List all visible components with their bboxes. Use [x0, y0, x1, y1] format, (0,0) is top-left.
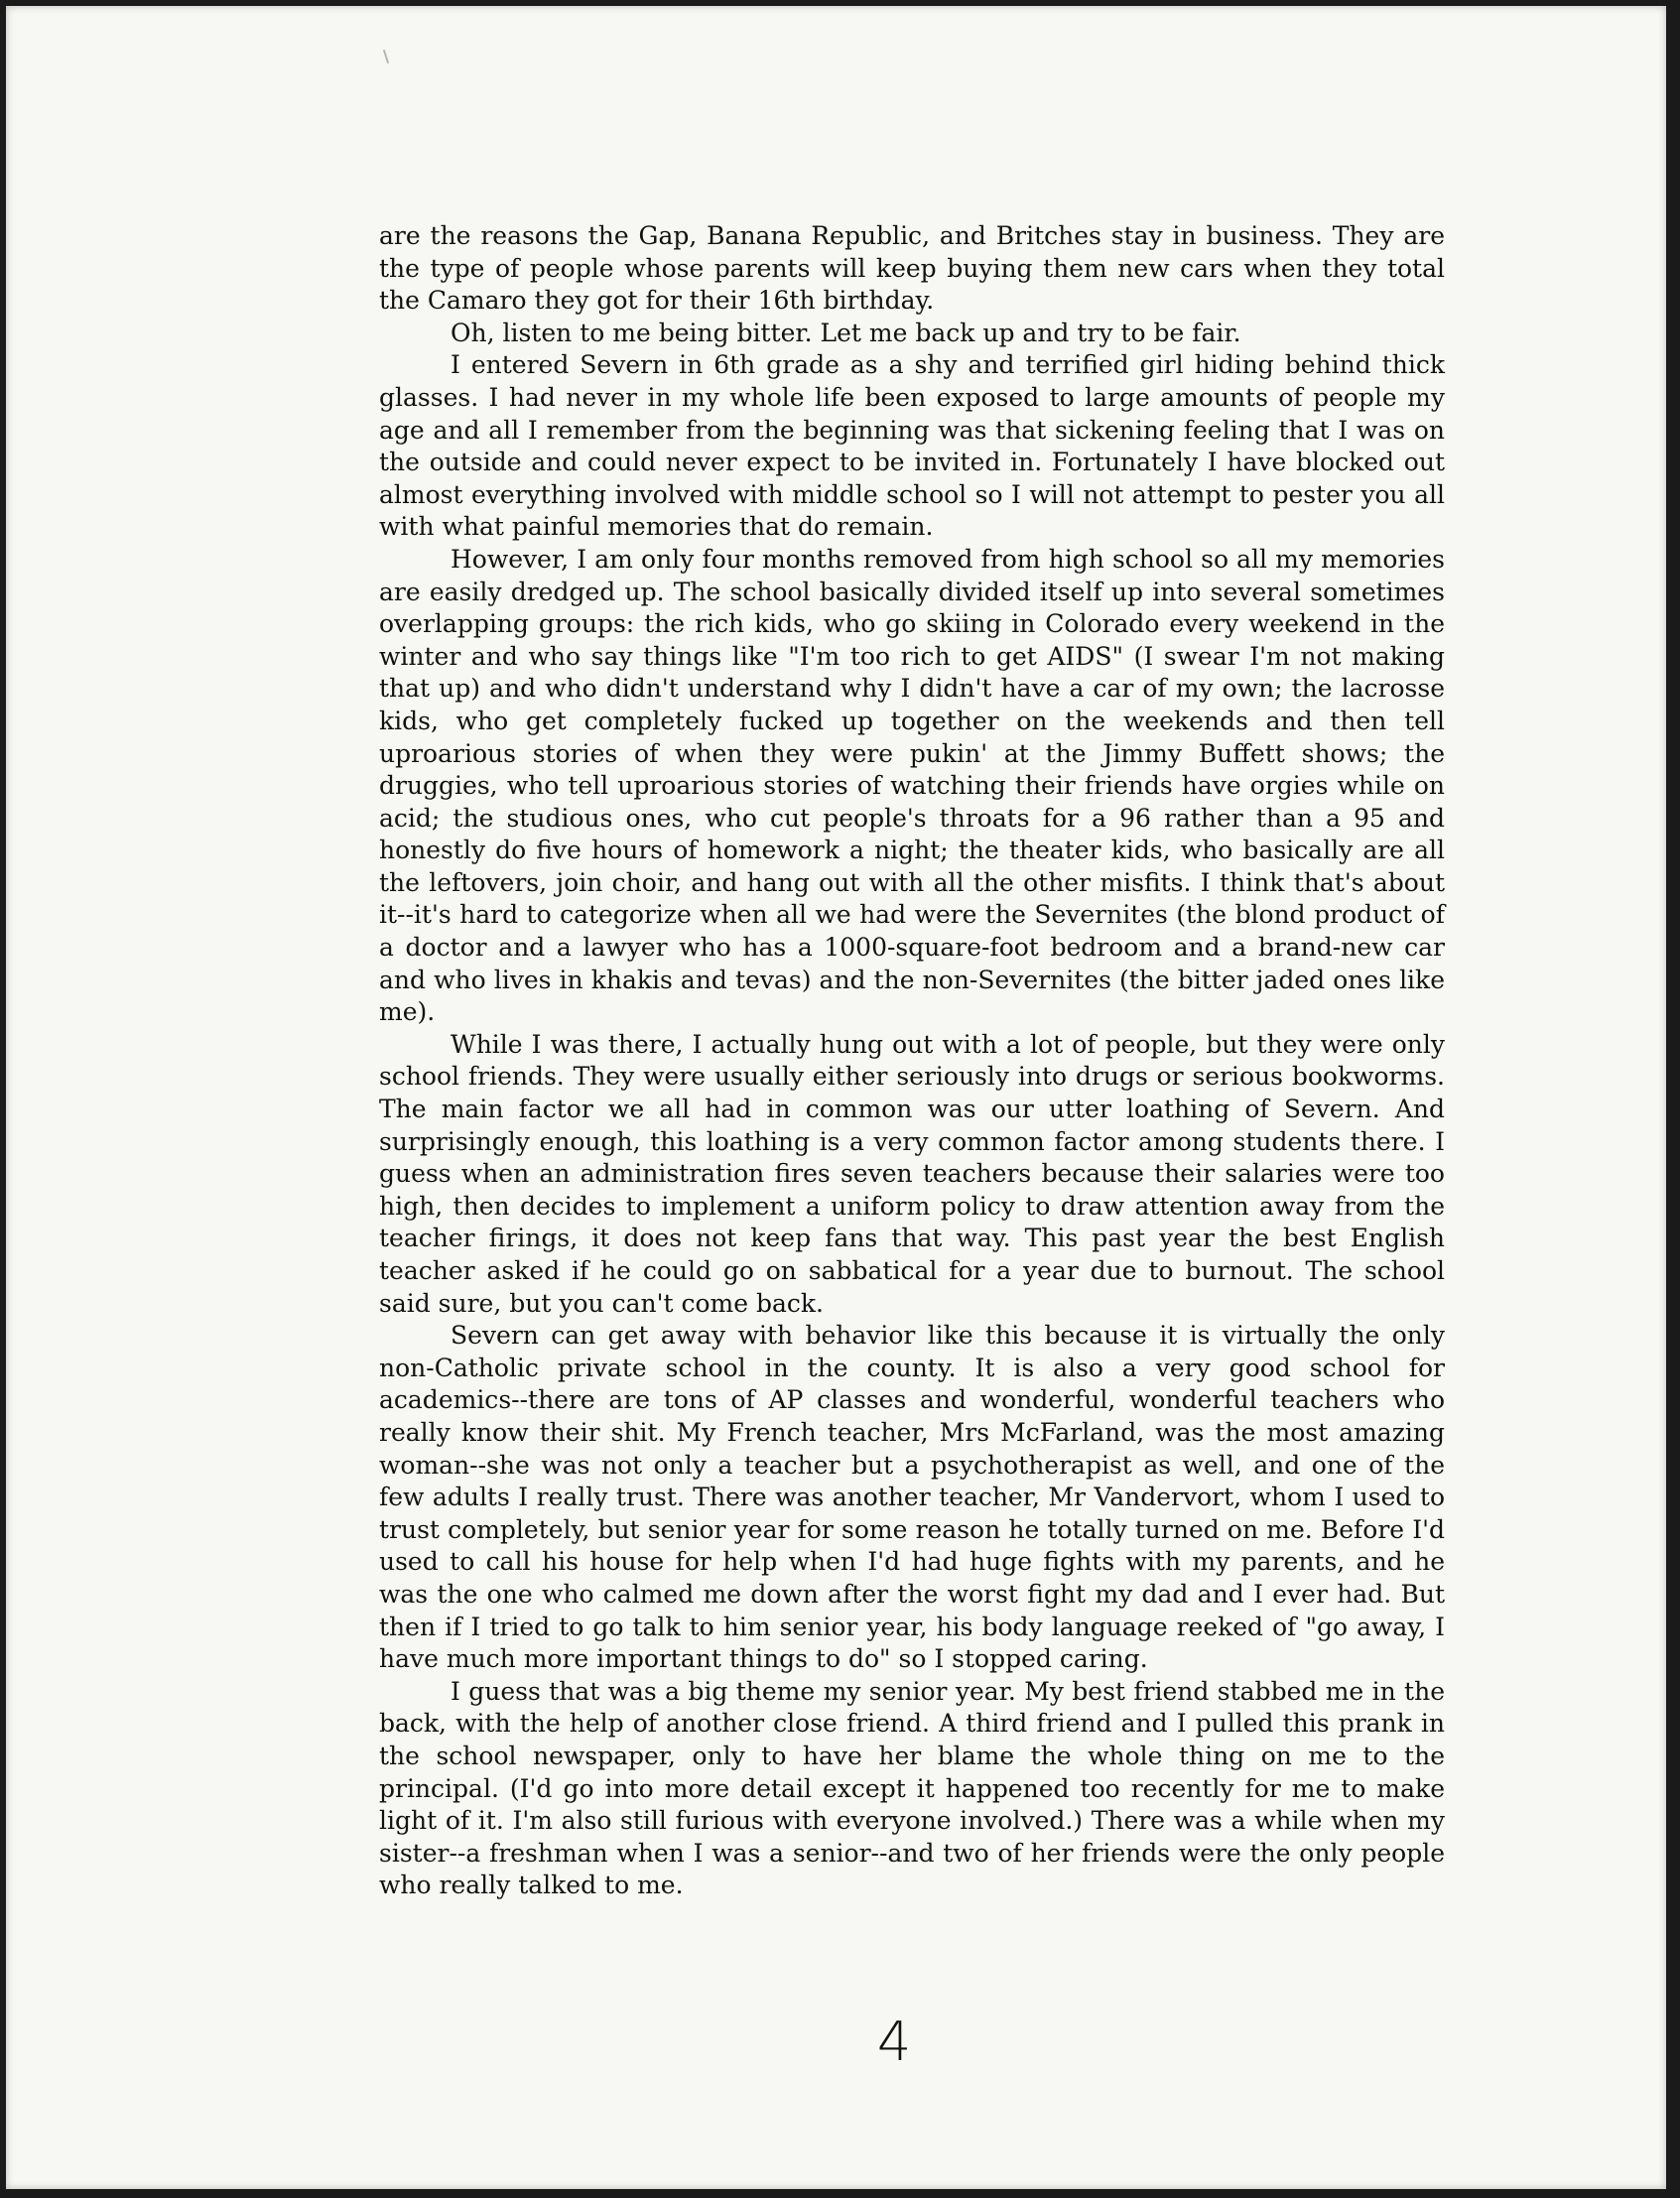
- paragraph-2: Oh, listen to me being bitter. Let me back up and try to be fair.: [451, 318, 1241, 347]
- page-number: 4: [876, 2010, 912, 2073]
- paragraph-7: I guess that was a big theme my senior year. My best friend stabbed me in the back, with the help of another close friend. A third friend and I pulled this prank in the school newspaper, only to have her blame the whole thing on me to the principal. (I'd go into more detail except it happened too recently for me to make light of it. I'm also still furious with everyone involved.) There was a while when my sister--a freshman when I was a senior--and two of her friends were the only people who really talked to me.: [379, 1676, 1445, 1900]
- paragraph-6: Severn can get away with behavior like this because it is virtually the only non-Catholic private school in the county. It is also a very good school for academics--there are tons of AP classes and wonderful, wonderful teachers who really know their shit. My French teacher, Mrs McFarland, was the most amazing woman--she was not only a teacher but a psychotherapist as well, and one of the few adults I really trust. There was another teacher, Mr Vandervort, whom I used to trust completely, but senior year for some reason he totally turned on me. Before I'd used to call his house for help when I'd had huge fights with my parents, and he was the one who calmed me down after the worst fight my dad and I ever had. But then if I tried to go talk to him senior year, his body language reeked of "go away, I have much more important things to do" so I stopped caring.: [379, 1321, 1445, 1674]
- paragraph-1: are the reasons the Gap, Banana Republic, and Britches stay in business. They are the type of people whose parents will keep buying them new cars when they total the Camaro they got for their 16th birthday.: [379, 221, 1445, 316]
- pencil-mark: [383, 50, 389, 64]
- paragraph-3: I entered Severn in 6th grade as a shy and terrified girl hiding behind thick glasses. I had never in my whole life been exposed to large amounts of people my age and all I remember from the beginning was that sickening feeling that I was on the outside and could never expect to be invited in. Fortunately I have blocked out almost everything involved with middle school so I will not attempt to pester you all with what painful memories that do remain.: [379, 350, 1445, 542]
- paragraph-4: However, I am only four months removed from high school so all my memories are easily dredged up. The school basically divided itself up into several sometimes overlapping groups: the rich kids, who go skiing in Colorado every weekend in the winter and who say things like "I'm too rich to get AIDS" (I swear I'm not making that up) and who didn't understand why I didn't have a car of my own; the lacrosse kids, who get completely fucked up together on the weekends and then tell uproarious stories of when they were pukin' at the Jimmy Buffett shows; the druggies, who tell uproarious stories of watching their friends have orgies while on acid; the studious ones, who cut people's throats for a 96 rather than a 95 and honestly do five hours of homework a night; the theater kids, who basically are all the leftovers, join choir, and hang out with all the other misfits. I think that's about it--it's hard to categorize when all we had were the Severnites (the blond product of a doctor and a lawyer who has a 1000-square-foot bedroom and a brand-new car and who lives in khakis and tevas) and the non-Severnites (the bitter jaded ones like me).: [379, 544, 1445, 1027]
- body-text: [379, 220, 1445, 1902]
- paragraph-5: While I was there, I actually hung out with a lot of people, but they were only school friends. They were usually either seriously into drugs or serious bookworms. The main factor we all had in common was our utter loathing of Severn. And surprisingly enough, this loathing is a very common factor among students there. I guess when an administration fires seven teachers because their salaries were too high, then decides to implement a uniform policy to draw attention away from the teacher firings, it does not keep fans that way. This past year the best English teacher asked if he could go on sabbatical for a year due to burnout. The school said sure, but you can't come back.: [379, 1029, 1445, 1318]
- scanned-page: [6, 6, 1666, 2189]
